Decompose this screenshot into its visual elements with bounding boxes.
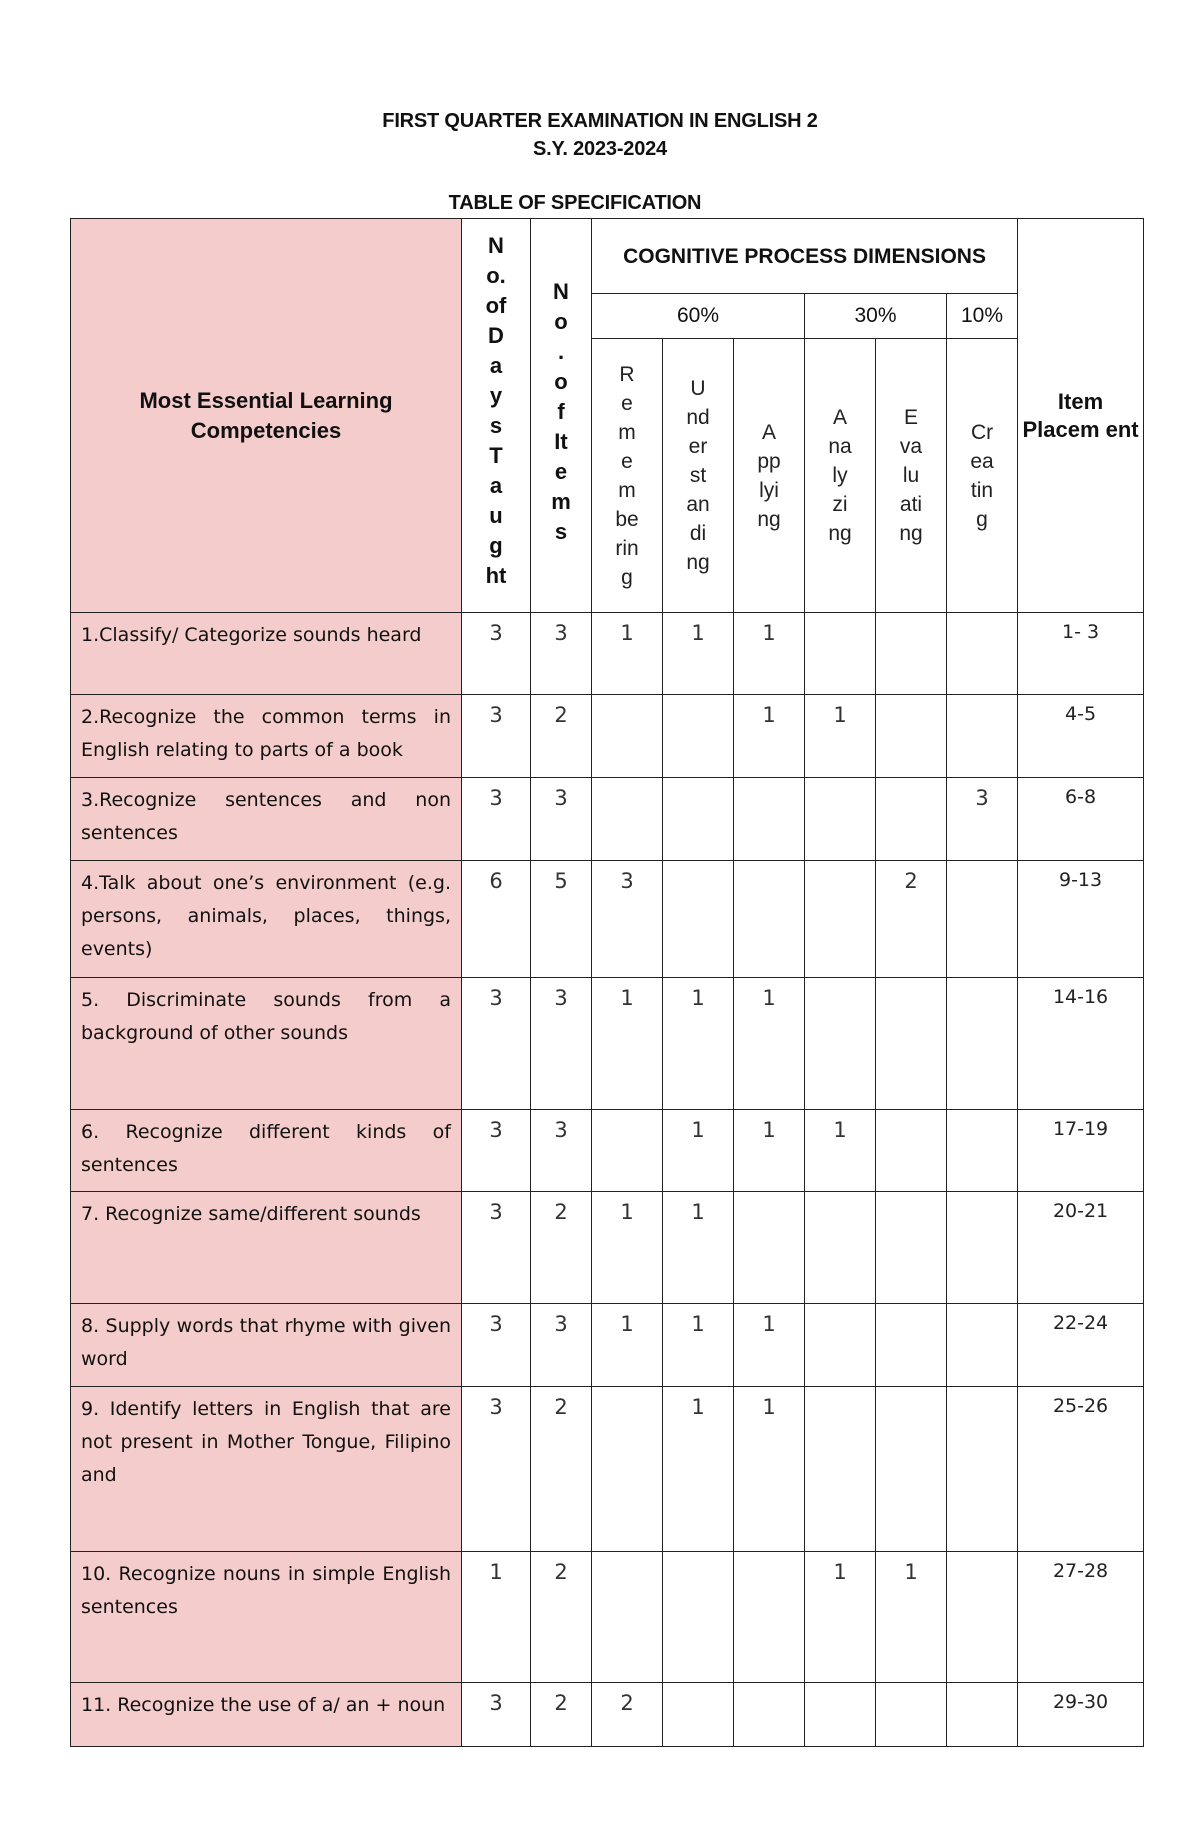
und-cell (663, 695, 734, 778)
header-fragment: e (621, 449, 633, 473)
header-fragment: m (618, 420, 636, 444)
pct-30: 30% (805, 294, 947, 339)
app-cell: 1 (734, 613, 805, 695)
app-cell (734, 1192, 805, 1304)
eva-cell (876, 695, 947, 778)
header-fragment: ng (899, 522, 923, 545)
app-cell (734, 861, 805, 978)
app-cell (734, 1683, 805, 1747)
ana-cell (805, 861, 876, 978)
items-cell: 2 (531, 1387, 592, 1552)
header-fragment: ly (832, 464, 848, 487)
app-cell: 1 (734, 978, 805, 1110)
app-cell: 1 (734, 1110, 805, 1192)
header-fragment: g (489, 533, 503, 558)
header-fragment: e (621, 391, 633, 415)
pct-10: 10% (947, 294, 1018, 339)
level-evaluating-text (876, 403, 946, 548)
items-cell: 2 (531, 1192, 592, 1304)
ana-cell (805, 778, 876, 861)
header-fragment: pp (757, 449, 781, 473)
level-evaluating (876, 339, 947, 613)
header-fragment: E (903, 406, 918, 429)
cre-cell (947, 1304, 1018, 1387)
days-cell: 1 (462, 1552, 531, 1683)
ana-cell (805, 1387, 876, 1552)
ana-cell (805, 1304, 876, 1387)
eva-cell (876, 1304, 947, 1387)
und-cell: 1 (663, 1387, 734, 1552)
rem-cell (592, 778, 663, 861)
items-cell: 2 (531, 1552, 592, 1683)
header-fragment: It (554, 429, 568, 454)
und-cell: 1 (663, 1110, 734, 1192)
eva-cell (876, 778, 947, 861)
header-fragment: g (621, 565, 633, 589)
days-taught-header (462, 219, 531, 613)
rem-cell: 2 (592, 1683, 663, 1747)
eva-cell (876, 1387, 947, 1552)
items-cell: 3 (531, 1304, 592, 1387)
header-fragment: ng (828, 522, 852, 545)
header-fragment: a (489, 353, 503, 378)
competency-cell: 4.Talk about one’s environment (e.g. persons, animals, places, things, events) (71, 861, 462, 978)
competency-cell: 2.Recognize the common terms in English relating to parts of a book (71, 695, 462, 778)
table-row (71, 1387, 1144, 1552)
level-remembering-text (592, 360, 662, 592)
competency-cell: 5. Discriminate sounds from a background of other sounds (71, 978, 462, 1110)
header-fragment: u (489, 503, 503, 528)
placement-cell: 29-30 (1018, 1683, 1144, 1747)
rem-cell: 1 (592, 613, 663, 695)
rem-cell: 1 (592, 1304, 663, 1387)
cre-cell (947, 978, 1018, 1110)
cre-cell (947, 613, 1018, 695)
table-row (71, 1110, 1144, 1192)
item-placement-header: Item Placem ent (1018, 219, 1144, 613)
rem-cell: 1 (592, 1192, 663, 1304)
items-cell: 3 (531, 778, 592, 861)
ana-cell (805, 1683, 876, 1747)
header-fragment: of (485, 293, 507, 318)
cre-cell (947, 695, 1018, 778)
header-fragment: . (557, 339, 565, 364)
und-cell: 1 (663, 1304, 734, 1387)
eva-cell (876, 1192, 947, 1304)
header-fragment: s (554, 519, 568, 544)
days-cell: 3 (462, 1387, 531, 1552)
level-analyzing-text (805, 403, 875, 548)
days-cell: 3 (462, 978, 531, 1110)
rem-cell (592, 695, 663, 778)
header-fragment: be (615, 507, 639, 531)
placement-cell: 14-16 (1018, 978, 1144, 1110)
cre-cell (947, 1552, 1018, 1683)
eva-cell: 1 (876, 1552, 947, 1683)
days-cell: 3 (462, 1192, 531, 1304)
competency-cell: 10. Recognize nouns in simple English sentences (71, 1552, 462, 1683)
competency-cell: 3.Recognize sentences and non sentences (71, 778, 462, 861)
days-cell: 3 (462, 1110, 531, 1192)
eva-cell (876, 613, 947, 695)
header-fragment: A (761, 420, 776, 444)
level-understanding (663, 339, 734, 613)
num-items-header (531, 219, 592, 613)
header-fragment: g (976, 507, 988, 531)
header-fragment: ng (686, 551, 710, 574)
cre-cell (947, 1387, 1018, 1552)
eva-cell: 2 (876, 861, 947, 978)
und-cell (663, 861, 734, 978)
ana-cell: 1 (805, 1552, 876, 1683)
table-title: TABLE OF SPECIFICATION (448, 192, 702, 214)
level-applying-text (734, 418, 804, 534)
competency-cell: 11. Recognize the use of a/ an + noun (71, 1683, 462, 1747)
header-fragment: an (686, 493, 710, 516)
level-remembering (592, 339, 663, 613)
header-fragment: va (899, 435, 923, 458)
app-cell: 1 (734, 695, 805, 778)
level-creating-text (947, 418, 1017, 534)
ana-cell (805, 613, 876, 695)
exam-title: FIRST QUARTER EXAMINATION IN ENGLISH 2 (382, 110, 818, 132)
app-cell: 1 (734, 1304, 805, 1387)
level-creating (947, 339, 1018, 613)
rem-cell: 1 (592, 978, 663, 1110)
header-fragment: D (488, 323, 504, 348)
und-cell (663, 778, 734, 861)
app-cell (734, 1552, 805, 1683)
days-cell: 3 (462, 778, 531, 861)
competency-cell: 8. Supply words that rhyme with given word (71, 1304, 462, 1387)
header-fragment: a (489, 473, 503, 498)
und-cell (663, 1552, 734, 1683)
competency-cell: 7. Recognize same/different sounds (71, 1192, 462, 1304)
header-fragment: y (489, 383, 503, 408)
header-fragment: na (828, 435, 852, 458)
placement-cell: 25-26 (1018, 1387, 1144, 1552)
level-understanding-text (663, 374, 733, 577)
days-cell: 6 (462, 861, 531, 978)
items-cell: 3 (531, 613, 592, 695)
header-fragment: R (619, 362, 635, 386)
ana-cell: 1 (805, 695, 876, 778)
pct-60: 60% (592, 294, 805, 339)
placement-cell: 17-19 (1018, 1110, 1144, 1192)
cre-cell (947, 861, 1018, 978)
und-cell: 1 (663, 1192, 734, 1304)
cre-cell (947, 1110, 1018, 1192)
table-row (71, 1304, 1144, 1387)
placement-cell: 6-8 (1018, 778, 1144, 861)
header-fragment: A (832, 406, 847, 429)
rem-cell (592, 1552, 663, 1683)
table-row (71, 613, 1144, 695)
competency-cell: 6. Recognize different kinds of sentences (71, 1110, 462, 1192)
placement-cell: 4-5 (1018, 695, 1144, 778)
placement-cell: 22-24 (1018, 1304, 1144, 1387)
header-fragment: tin (970, 478, 994, 502)
items-cell: 3 (531, 1110, 592, 1192)
table-row (71, 978, 1144, 1110)
items-cell: 5 (531, 861, 592, 978)
competency-cell: 9. Identify letters in English that are not present in Mother Tongue, Filipino and (71, 1387, 462, 1552)
table-row (71, 1192, 1144, 1304)
eva-cell (876, 978, 947, 1110)
header-fragment: T (489, 443, 503, 468)
header-fragment: o (554, 309, 568, 334)
header-fragment: ht (485, 563, 507, 588)
level-analyzing (805, 339, 876, 613)
header-fragment: ng (757, 507, 781, 531)
competency-cell: 1.Classify/ Categorize sounds heard (71, 613, 462, 695)
header-fragment: rin (615, 536, 639, 560)
app-cell (734, 778, 805, 861)
header-fragment: zi (832, 493, 848, 516)
header-fragment: f (557, 399, 565, 424)
rem-cell (592, 1387, 663, 1552)
header-fragment: di (689, 522, 707, 545)
competencies-header: Most Essential Learning Competencies (71, 219, 462, 613)
ana-cell (805, 978, 876, 1110)
header-fragment: ati (899, 493, 923, 516)
und-cell: 1 (663, 613, 734, 695)
items-cell: 2 (531, 1683, 592, 1747)
header-fragment: nd (686, 406, 710, 429)
header-fragment: Cr (970, 420, 994, 444)
cognitive-process-header: COGNITIVE PROCESS DIMENSIONS (592, 219, 1018, 294)
placement-cell: 9-13 (1018, 861, 1144, 978)
header-fragment: lyi (759, 478, 779, 502)
num-items-letters (531, 277, 591, 547)
header-fragment: s (489, 413, 503, 438)
eva-cell (876, 1683, 947, 1747)
table-row (71, 861, 1144, 978)
placement-cell: 20-21 (1018, 1192, 1144, 1304)
cre-cell (947, 1683, 1018, 1747)
header-fragment: e (554, 459, 568, 484)
placement-cell: 1- 3 (1018, 613, 1144, 695)
cre-cell (947, 1192, 1018, 1304)
ana-cell: 1 (805, 1110, 876, 1192)
und-cell (663, 1683, 734, 1747)
days-cell: 3 (462, 1683, 531, 1747)
und-cell: 1 (663, 978, 734, 1110)
table-row (71, 778, 1144, 861)
cre-cell: 3 (947, 778, 1018, 861)
table-row (71, 1552, 1144, 1683)
table-row (71, 695, 1144, 778)
header-fragment: st (689, 464, 707, 487)
app-cell: 1 (734, 1387, 805, 1552)
header-fragment: o. (486, 263, 506, 288)
items-cell: 3 (531, 978, 592, 1110)
days-cell: 3 (462, 695, 531, 778)
level-applying (734, 339, 805, 613)
table-row (71, 1683, 1144, 1747)
header-fragment: N (488, 233, 504, 258)
school-year: S.Y. 2023-2024 (533, 138, 667, 160)
header-fragment: er (688, 435, 708, 458)
specification-table (70, 218, 1144, 1747)
header-fragment: U (690, 377, 706, 400)
items-cell: 2 (531, 695, 592, 778)
days-taught-letters (462, 231, 530, 591)
ana-cell (805, 1192, 876, 1304)
header-fragment: ea (970, 449, 994, 473)
placement-cell: 27-28 (1018, 1552, 1144, 1683)
header-fragment: o (554, 369, 568, 394)
eva-cell (876, 1110, 947, 1192)
rem-cell: 3 (592, 861, 663, 978)
header-fragment: N (553, 279, 569, 304)
rem-cell (592, 1110, 663, 1192)
days-cell: 3 (462, 1304, 531, 1387)
header-fragment: m (551, 489, 571, 514)
days-cell: 3 (462, 613, 531, 695)
header-fragment: lu (902, 464, 920, 487)
header-fragment: m (618, 478, 636, 502)
